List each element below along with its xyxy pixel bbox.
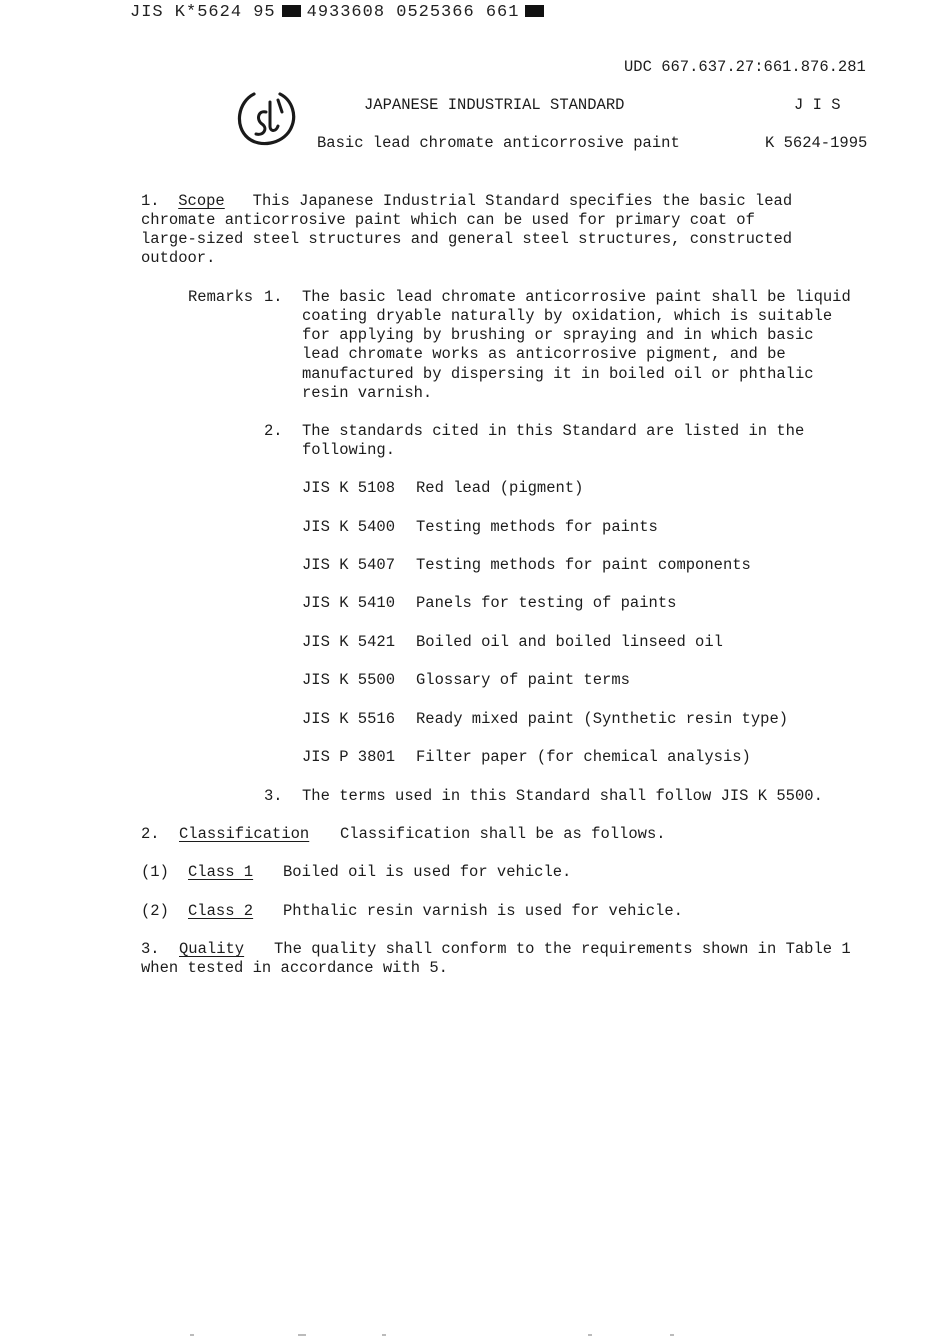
scope-text: This Japanese Industrial Standard specifies the basic lead — [252, 192, 793, 210]
standard-title: Basic lead chromate anticorrosive paint — [317, 134, 680, 152]
cited-title: Panels for testing of paints — [416, 594, 677, 612]
scan-speck — [670, 1334, 674, 1336]
cited-code: JIS K 5410 — [302, 594, 396, 612]
scope-line-2: chromate anticorrosive paint which can be used for primary coat of — [141, 211, 755, 229]
cited-code: JIS K 5108 — [302, 479, 396, 497]
scan-block-mark — [525, 5, 544, 17]
remarks-label: Remarks — [188, 288, 254, 306]
remark-1-line: lead chromate works as anticorrosive pigment, and be — [302, 345, 786, 363]
classification-number: 2. — [141, 825, 160, 843]
udc-code: UDC 667.637.27:661.876.281 — [624, 58, 866, 76]
quality-line-1: The quality shall conform to the requirements shown in Table 1 — [274, 940, 851, 958]
class-item-text: Boiled oil is used for vehicle. — [283, 863, 572, 881]
scan-code-b: 4933608 0525366 661 — [306, 3, 520, 22]
scan-block-mark — [282, 5, 301, 17]
cited-title: Testing methods for paint components — [416, 556, 751, 574]
scan-header-code — [130, 3, 550, 22]
remark-2-line: following. — [302, 441, 396, 459]
remark-1-line: resin varnish. — [302, 384, 433, 402]
quality-heading: Quality — [179, 940, 245, 958]
class-item-label: Class 1 — [188, 863, 254, 881]
remark-1-number: 1. — [264, 288, 283, 306]
class-item-number: (1) — [141, 863, 169, 881]
remark-3-number: 3. — [264, 787, 283, 805]
cited-code: JIS K 5500 — [302, 671, 396, 689]
scan-speck — [588, 1334, 592, 1336]
remark-2-number: 2. — [264, 422, 283, 440]
remark-3-text: The terms used in this Standard shall follow JIS K 5500. — [302, 787, 823, 805]
cited-title: Ready mixed paint (Synthetic resin type) — [416, 710, 789, 728]
scope-line-1 — [141, 192, 792, 210]
remark-1-line: manufactured by dispersing it in boiled oil or phthalic — [302, 365, 814, 383]
remark-2-line: The standards cited in this Standard are listed in the — [302, 422, 805, 440]
class-item-text: Phthalic resin varnish is used for vehicle. — [283, 902, 683, 920]
jis-label: J I S — [794, 96, 841, 114]
cited-code: JIS K 5516 — [302, 710, 396, 728]
classification-text: Classification shall be as follows. — [340, 825, 666, 843]
cited-code: JIS K 5407 — [302, 556, 396, 574]
standard-number: K 5624-1995 — [765, 134, 868, 152]
standard-label: JAPANESE INDUSTRIAL STANDARD — [364, 96, 625, 114]
scan-code-a: JIS K*5624 95 — [130, 3, 276, 22]
scan-speck — [190, 1334, 194, 1336]
cited-title: Red lead (pigment) — [416, 479, 584, 497]
cited-title: Glossary of paint terms — [416, 671, 630, 689]
scope-line-4: outdoor. — [141, 249, 216, 267]
remark-1-line: for applying by brushing or spraying and in which basic — [302, 326, 814, 344]
jis-mark-icon — [232, 86, 300, 150]
cited-title: Boiled oil and boiled linseed oil — [416, 633, 723, 651]
cited-code: JIS P 3801 — [302, 748, 396, 766]
class-item-number: (2) — [141, 902, 169, 920]
remark-1-line: coating dryable naturally by oxidation, which is suitable — [302, 307, 833, 325]
cited-code: JIS K 5421 — [302, 633, 396, 651]
scope-heading: Scope — [178, 192, 225, 210]
scan-speck — [382, 1334, 386, 1336]
remark-1-line: The basic lead chromate anticorrosive paint shall be liquid — [302, 288, 851, 306]
scope-line-3: large-sized steel structures and general steel structures, constructed — [141, 230, 793, 248]
cited-title: Filter paper (for chemical analysis) — [416, 748, 751, 766]
quality-line-2: when tested in accordance with 5. — [141, 959, 448, 977]
scan-speck — [298, 1334, 306, 1336]
cited-code: JIS K 5400 — [302, 518, 396, 536]
class-item-label: Class 2 — [188, 902, 254, 920]
quality-number: 3. — [141, 940, 160, 958]
classification-heading: Classification — [179, 825, 310, 843]
scope-number: 1. — [141, 192, 160, 210]
cited-title: Testing methods for paints — [416, 518, 658, 536]
